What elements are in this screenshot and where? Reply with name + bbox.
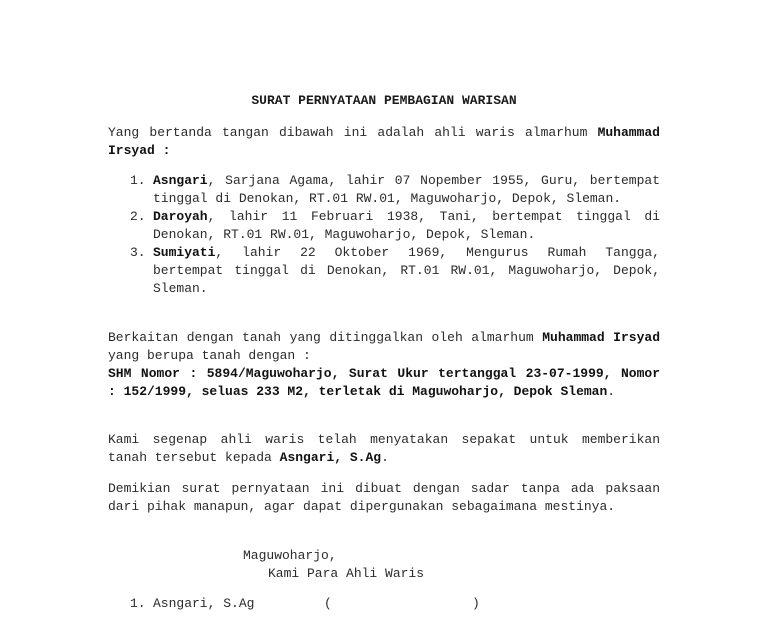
heir-details: , lahir 11 Februari 1938, Tani, bertempat tinggal di Denokan, RT.01 RW.01, Maguwoharjo, Depok, Sleman.	[153, 209, 660, 242]
heir-details: , lahir 22 Oktober 1969, Mengurus Rumah Tangga, bertempat tinggal di Denokan, RT.01 RW.01, Maguwoharjo, Depok, Sleman.	[153, 245, 660, 296]
land-text: Berkaitan dengan tanah yang ditinggalkan oleh almarhum	[108, 330, 543, 345]
intro-colon: :	[154, 143, 171, 158]
signature-close-paren: )	[472, 596, 480, 611]
recipient-name: Asngari, S.Ag	[279, 450, 382, 465]
heir-details: , Sarjana Agama, lahir 07 Nopember 1955, Guru, bertempat tinggal di Denokan, RT.01 RW.01, Maguwoharjo, Depok, Sleman.	[153, 173, 660, 206]
signature-list	[108, 595, 660, 620]
agreement-paragraph	[108, 431, 660, 467]
list-item	[108, 595, 660, 620]
intro-text: Yang bertanda tangan dibawah ini adalah ahli waris almarhum	[108, 125, 598, 140]
heir-name: Asngari	[153, 173, 208, 188]
list-item	[108, 208, 660, 244]
land-details: SHM Nomor : 5894/Maguwoharjo, Surat Ukur tertanggal 23-07-1999, Nomor : 152/1999, seluas 233 M2, terletak di Maguwoharjo, Depok Sleman	[108, 366, 660, 399]
document-title: SURAT PERNYATAAN PEMBAGIAN WARISAN	[251, 93, 517, 108]
agreement-text: Kami segenap ahli waris telah menyatakan sepakat untuk memberikan tanah tersebut kepada	[108, 432, 660, 465]
land-deceased-name: Muhammad Irsyad	[542, 330, 660, 345]
land-paragraph	[108, 329, 660, 401]
list-number: 2.	[130, 209, 146, 224]
list-item	[108, 244, 660, 298]
land-period: .	[607, 384, 616, 399]
agreement-period: .	[381, 450, 389, 465]
signers-label: Kami Para Ahli Waris	[268, 566, 425, 581]
deceased-name: Muhammad Irsyad	[108, 125, 660, 158]
signature-open-paren: (	[324, 596, 332, 611]
list-number: 1.	[130, 173, 146, 188]
signer-name: Asngari, S.Ag	[153, 596, 255, 611]
signing-place: Maguwoharjo,	[243, 548, 337, 563]
heir-name: Daroyah	[153, 209, 208, 224]
land-text-continued: yang berupa tanah dengan :	[108, 348, 311, 363]
intro-paragraph	[108, 124, 660, 160]
heirs-list	[108, 172, 660, 298]
list-number: 3.	[130, 245, 146, 260]
list-item	[108, 172, 660, 208]
list-number: 1.	[130, 596, 146, 611]
closing-paragraph: Demikian surat pernyataan ini dibuat dengan sadar tanpa ada paksaan dari pihak manapun, agar dapat dipergunakan sebagaimana mestinya.	[108, 481, 660, 514]
heir-name: Sumiyati	[153, 245, 216, 260]
